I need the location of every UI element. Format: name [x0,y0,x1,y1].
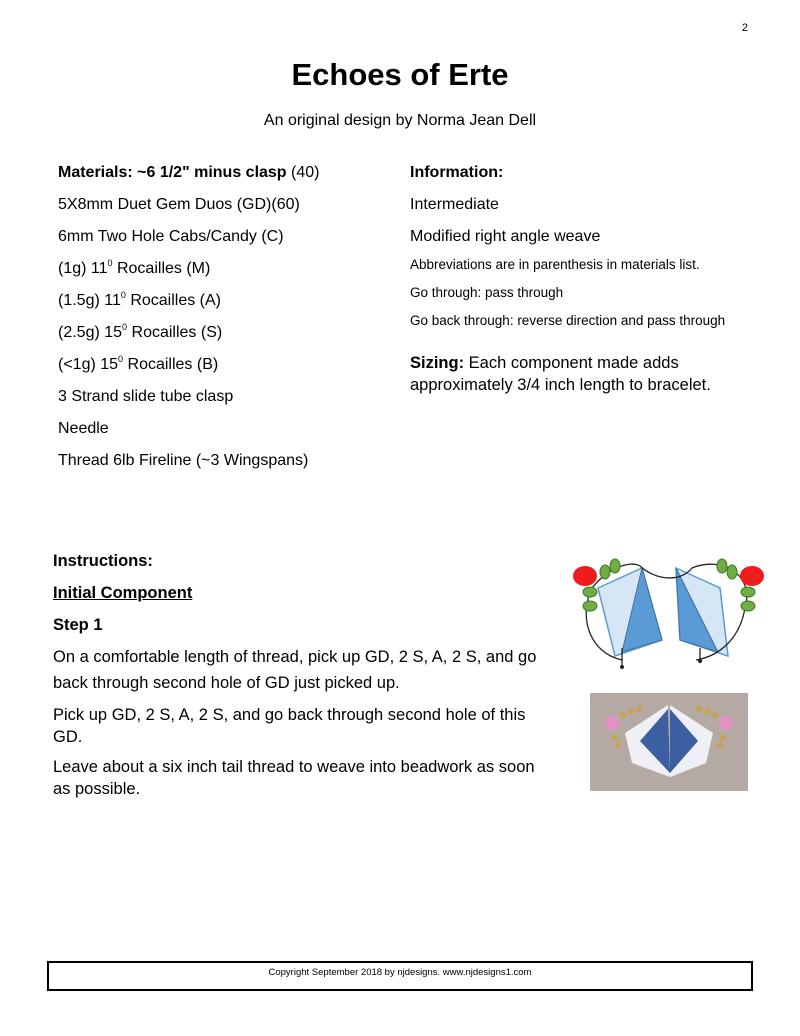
material-item: (2.5g) $15^0$ Rocailles (S) [58,322,223,341]
materials-column [58,160,388,480]
material-item: Thread 6lb Fireline (~3 Wingspans) [58,452,309,469]
instructions-heading: Instructions: [53,552,153,570]
section-heading: Initial Component [53,584,193,602]
page-number: 2 [741,22,748,34]
materials-heading [58,160,388,192]
material-item: 6mm Two Hole Cabs/Candy (C) [58,228,284,245]
copyright-footer: Copyright September 2018 by njdesigns. www.njdesigns1.com [47,961,753,991]
material-item: Needle [58,420,109,437]
materials-heading-count: (40) [286,164,320,181]
bead-diagram [570,548,770,678]
information-heading: Information: [410,164,504,181]
abbreviation-note: Abbreviations are in parenthesis in materials list. [410,257,700,272]
material-item: (1g) $11^0$ Rocailles (M) [58,258,211,277]
sizing-note: Sizing: Each component made adds approximately 3/4 inch length to bracelet. [410,354,711,394]
information-column [410,160,760,396]
right-gem-duo [676,568,728,656]
material-item: (<1g) $15^0$ Rocailles (B) [58,354,219,373]
left-gem-duo [598,568,662,656]
material-item: 3 Strand slide tube clasp [58,388,234,405]
material-item: (1.5g) $11^0$ Rocailles (A) [58,290,222,309]
step-heading: Step 1 [53,616,103,634]
materials-heading-label: Materials: ~6 1/2" minus clasp [58,164,287,181]
bead-cluster-right [717,559,764,611]
beadwork-photo [590,693,748,791]
material-item: 5X8mm Duet Gem Duos (GD)(60) [58,196,300,213]
go-through-definition: Go through: pass through [410,285,564,300]
instruction-paragraph: On a comfortable length of thread, pick up GD, 2 S, A, 2 S, and go back through second hole of GD just picked up. [53,648,537,692]
go-back-through-definition: Go back through: reverse direction and pass through [410,313,726,328]
instructions-section [53,548,543,808]
instruction-paragraph: Pick up GD, 2 S, A, 2 S, and go back through second hole of this GD. [53,706,526,746]
instruction-paragraph: Leave about a six inch tail thread to weave into beadwork as soon as possible. [53,758,535,798]
document-subtitle: An original design by Norma Jean Dell [263,112,537,129]
technique: Modified right angle weave [410,228,601,245]
document-title: Echoes of Erte [291,57,509,92]
skill-level: Intermediate [410,196,499,213]
